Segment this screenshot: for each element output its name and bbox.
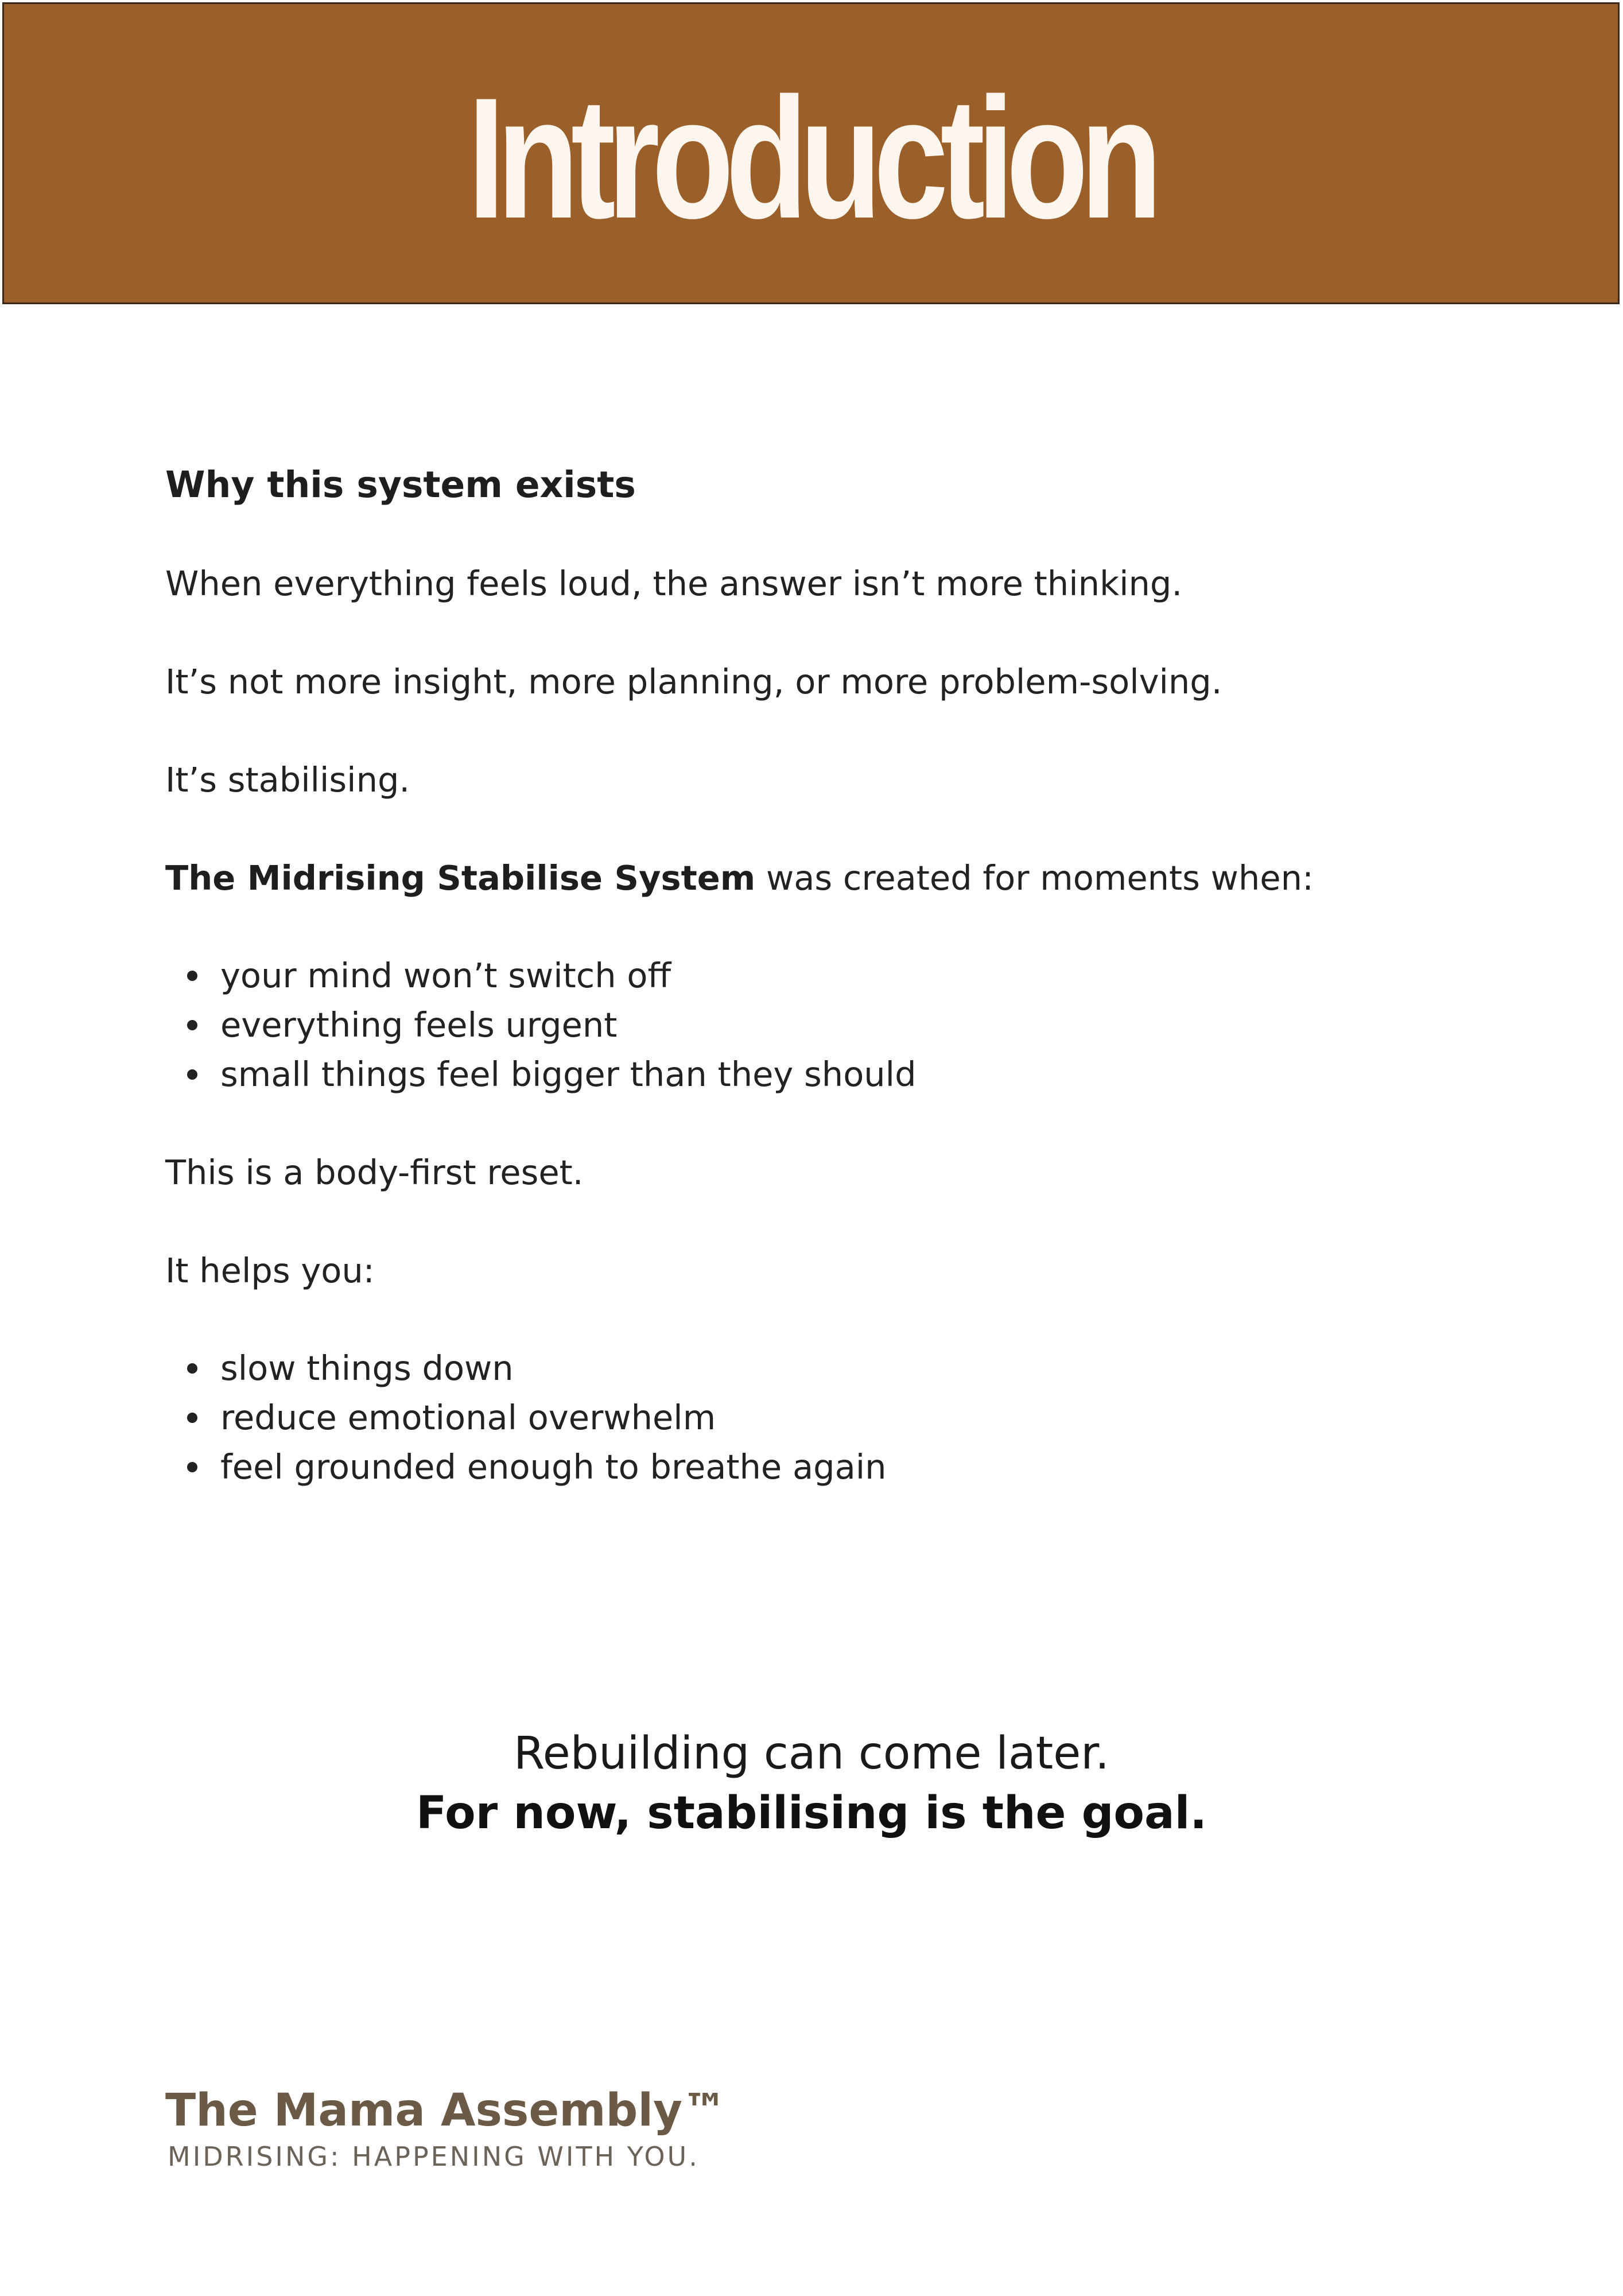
paragraph-4 [165,858,1314,898]
list-item: feel grounded enough to breathe again [165,1442,887,1492]
benefits-list [165,1344,887,1492]
bullet-icon [187,971,197,981]
paragraph-2: It’s not more insight, more planning, or more problem-solving. [165,662,1222,701]
bullet-icon [187,1020,197,1030]
bullet-icon [187,1462,197,1472]
paragraph-5: This is a body-first reset. [165,1153,584,1192]
bullet-icon [187,1069,197,1080]
moments-list [165,951,917,1099]
closing-line-1: Rebuilding can come later. [514,1728,1109,1779]
list-item: everything feels urgent [165,1000,917,1050]
closing-line-2: For now, stabilising is the goal. [416,1787,1207,1839]
paragraph-4-rest: was created for moments when: [755,858,1314,898]
paragraph-6: It helps you: [165,1251,375,1290]
list-item: your mind won’t switch off [165,951,917,1000]
paragraph-1: When everything feels loud, the answer isn’t more thinking. [165,564,1183,603]
paragraph-3: It’s stabilising. [165,760,410,800]
header-banner [2,2,1620,304]
page-title: Introduction [467,61,1155,254]
list-item: reduce emotional overwhelm [165,1393,887,1442]
list-item: slow things down [165,1344,887,1393]
list-item: small things feel bigger than they should [165,1050,917,1099]
system-name: The Midrising Stabilise System [165,858,756,898]
section-heading: Why this system exists [165,464,636,506]
brand-tagline: MIDRISING: HAPPENING WITH YOU. [168,2141,700,2172]
brand-name: The Mama Assembly™ [165,2085,727,2136]
bullet-icon [187,1363,197,1374]
bullet-icon [187,1413,197,1423]
